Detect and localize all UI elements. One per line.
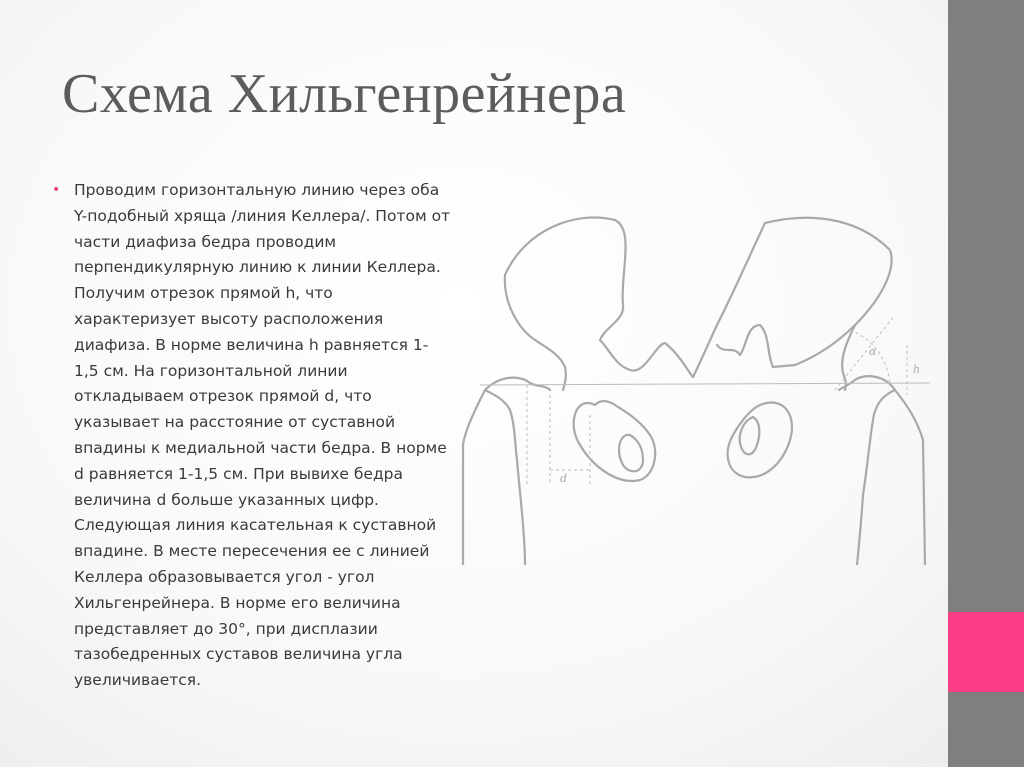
side-bar-accent [948,612,1024,692]
d-label: d [560,472,568,485]
left-acetabular-roof [485,378,550,390]
slide-title: Схема Хильгенрейнера [62,63,627,125]
alpha-label: α [869,345,877,358]
hip-diagram-svg [455,195,935,565]
left-ilium-body [505,275,566,390]
body-text: Проводим горизонтальную линию через оба Y-подобный хряща /линия Келлера/. Потом от части диафиза бедра проводим перпендикулярную линию к линии Келлера. Получим отрезок прямой h, что характеризует высоту расположения диафиза. В норме величина h равняется 1-1,5 см. На горизонтальной линии откладываем отрезок прямой d, что указывает на расстояние от суставной впадины к медиальной части бедра. В норме d равняется 1-1,5 см. При вывихе бедра величина d больше указанных цифр. Следующая линия касательная к суставной впадине. В месте пересечения ее с линией Келлера образовывается угол - угол Хильгенрейнера. В норме его величина представляет до 30°, при дисплазии тазобедренных суставов величина угла увеличивается. [74,181,451,690]
keller-line [480,383,930,385]
right-iliac-wing [693,218,892,377]
h-label: h [913,363,921,376]
body-list-item [52,178,452,694]
right-femur [857,390,925,565]
bullet-icon: • [52,182,61,198]
body-list [52,178,452,694]
left-iliac-wing [505,217,693,377]
right-obturator-ring [728,403,792,478]
left-obturator-ring [574,401,656,481]
left-obturator-inner [619,435,643,471]
left-femur [463,390,525,565]
right-obturator-inner [740,417,760,454]
hip-diagram [455,195,935,565]
